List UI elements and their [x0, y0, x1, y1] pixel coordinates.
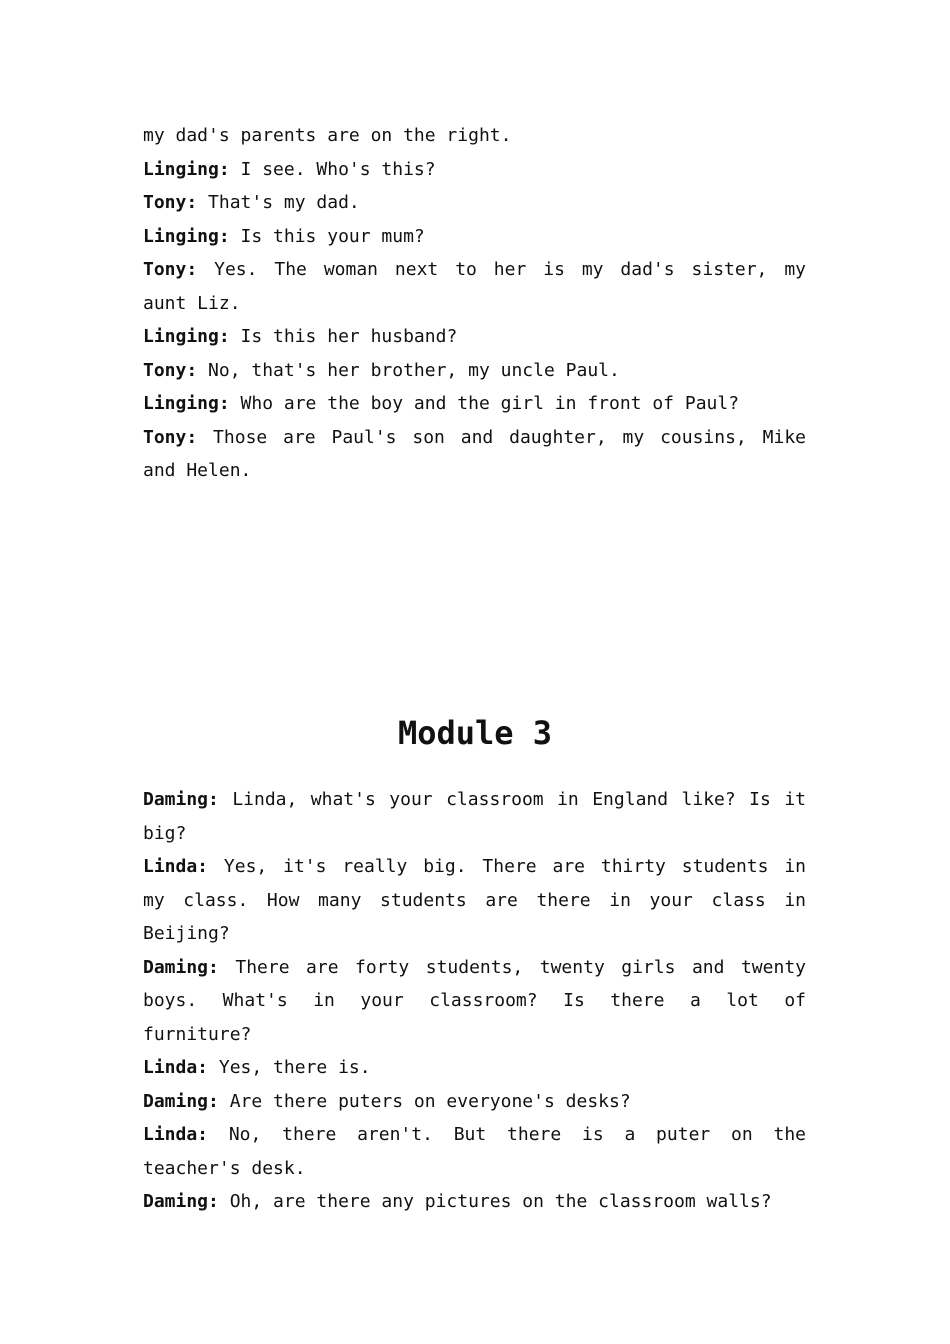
dialogue-line	[143, 153, 806, 187]
dialogue-text: Is this her husband?	[229, 326, 458, 347]
dialogue-section-2	[143, 783, 806, 1219]
dialogue-text: Oh, are there any pictures on the classroom walls?	[218, 1191, 772, 1212]
dialogue-line	[143, 421, 806, 455]
dialogue-line	[143, 1018, 806, 1052]
dialogue-text: I see. Who's this?	[229, 158, 436, 180]
speaker-name: Linging:	[143, 158, 230, 180]
dialogue-text: There are forty students, twenty girls and twenty	[218, 956, 806, 978]
dialogue-line	[143, 387, 806, 421]
dialogue-text: No, that's her brother, my uncle Paul.	[197, 359, 620, 381]
dialogue-text: Who are the boy and the girl in front of Paul?	[229, 393, 740, 414]
dialogue-line	[143, 1085, 806, 1119]
dialogue-text: Those are Paul's son and daughter, my cousins, Mike	[197, 426, 806, 448]
dialogue-line	[143, 320, 806, 354]
dialogue-text: my dad's parents are on the right.	[143, 125, 512, 146]
speaker-name: Daming:	[143, 1191, 219, 1212]
dialogue-line	[143, 1118, 806, 1152]
dialogue-line	[143, 817, 806, 851]
dialogue-line	[143, 1152, 806, 1186]
module-title: Module 3	[397, 714, 553, 752]
dialogue-text: Beijing?	[143, 923, 230, 944]
dialogue-line	[143, 917, 806, 951]
dialogue-line	[143, 884, 806, 918]
dialogue-text: Yes, it's really big. There are thirty students in	[208, 856, 806, 877]
speaker-name: Linging:	[143, 225, 230, 247]
dialogue-text: Is this your mum?	[229, 225, 425, 247]
speaker-name: Linda:	[143, 1057, 209, 1078]
dialogue-text: my class. How many students are there in your class in	[143, 889, 806, 911]
dialogue-line	[143, 984, 806, 1018]
dialogue-line	[143, 354, 806, 388]
dialogue-text: aunt Liz.	[143, 292, 241, 314]
dialogue-line	[143, 186, 806, 220]
speaker-name: Daming:	[143, 789, 219, 810]
dialogue-text: Linda, what's your classroom in England like? Is it	[218, 789, 806, 810]
speaker-name: Tony:	[143, 426, 198, 448]
speaker-name: Linging:	[143, 393, 230, 414]
speaker-name: Tony:	[143, 259, 198, 280]
dialogue-line	[143, 850, 806, 884]
dialogue-text: Are there puters on everyone's desks?	[218, 1090, 631, 1112]
dialogue-line	[143, 253, 806, 287]
dialogue-text: Yes, there is.	[208, 1057, 371, 1078]
dialogue-line	[143, 454, 806, 488]
speaker-name: Tony:	[143, 359, 198, 381]
dialogue-text: big?	[143, 822, 187, 844]
dialogue-text: furniture?	[143, 1023, 252, 1045]
speaker-name: Linda:	[143, 1124, 209, 1145]
dialogue-line	[143, 783, 806, 817]
dialogue-text: teacher's desk.	[143, 1157, 306, 1179]
dialogue-section-1	[143, 119, 806, 488]
dialogue-text: Yes. The woman next to her is my dad's sister, my	[197, 259, 806, 280]
dialogue-text: No, there aren't. But there is a puter on the	[208, 1124, 806, 1145]
dialogue-line	[143, 220, 806, 254]
dialogue-line	[143, 287, 806, 321]
dialogue-line	[143, 951, 806, 985]
speaker-name: Linda:	[143, 856, 209, 877]
speaker-name: Daming:	[143, 956, 219, 978]
speaker-name: Daming:	[143, 1090, 219, 1112]
dialogue-text: and Helen.	[143, 460, 252, 481]
dialogue-line	[143, 1185, 806, 1219]
dialogue-text: That's my dad.	[197, 192, 360, 213]
dialogue-line	[143, 119, 806, 153]
dialogue-text: boys. What's in your classroom? Is there a lot of	[143, 990, 806, 1011]
speaker-name: Tony:	[143, 192, 198, 213]
dialogue-line	[143, 1051, 806, 1085]
speaker-name: Linging:	[143, 326, 230, 347]
